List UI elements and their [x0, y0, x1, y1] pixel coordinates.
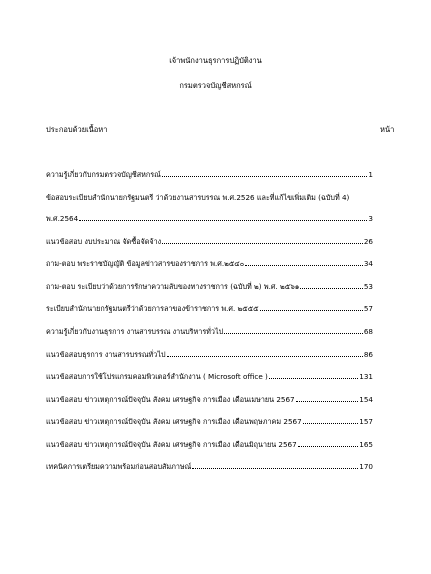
- toc-entry-page: 26: [363, 237, 373, 246]
- toc-entry-title: ความรู้เกี่ยวกับกรมตรวจบัญชีสหกรณ์: [46, 170, 161, 179]
- toc-entry: [46, 395, 373, 404]
- toc-entry-page: 1: [368, 170, 373, 179]
- toc-entry-title: แนวข้อสอบธุรการ งานสารบรรณทั่วไป: [46, 350, 166, 359]
- toc-entry-page: 53: [363, 282, 373, 291]
- toc-entry-page: 154: [359, 395, 373, 404]
- toc-entry-title: แนวข้อสอบ ข่าวเหตุการณ์ปัจจุบัน สังคม เศรษฐกิจ การเมือง เดือนมิถุนายน 2567: [46, 440, 297, 449]
- toc-entry-title-line1: ข้อสอบระเบียบสำนักนายกรัฐมนตรี ว่าด้วยงานสารบรรณ พ.ศ.2526 และที่แก้ไขเพิ่มเติม (ฉบับที่ 4): [46, 193, 350, 202]
- dot-leader: [162, 175, 368, 177]
- dot-leader: [300, 287, 363, 289]
- toc-entry: [46, 304, 373, 313]
- toc-entry-title: แนวข้อสอบ ข่าวเหตุการณ์ปัจจุบัน สังคม เศรษฐกิจ การเมือง เดือนพฤษภาคม 2567: [46, 417, 302, 426]
- header-position-title: เจ้าพนักงานธุรการปฏิบัติงาน: [169, 56, 262, 65]
- toc-entry-page: 165: [359, 440, 373, 449]
- toc-entry-page: 131: [359, 372, 373, 381]
- dot-leader: [79, 219, 367, 221]
- dot-leader: [224, 332, 363, 334]
- dot-leader: [298, 445, 359, 447]
- toc-entry-page: 86: [363, 350, 373, 359]
- toc-entry-page: 57: [363, 304, 373, 313]
- toc-entry-title: พ.ศ.2564: [46, 214, 79, 223]
- dot-leader: [162, 242, 363, 244]
- toc-entry-page: 34: [363, 259, 373, 268]
- toc-entry-title: ระเบียบสำนักนายกรัฐมนตรีว่าด้วยการลาของข้าราชการ พ.ศ. ๒๕๕๕: [46, 304, 259, 313]
- toc-entry-title: ความรู้เกี่ยวกับงานธุรการ งานสารบรรณ งานบริหารทั่วไป: [46, 327, 224, 336]
- toc-entry: [46, 327, 373, 336]
- toc-entry: [46, 259, 373, 268]
- toc-entry-page: 3: [368, 214, 373, 223]
- toc-entry-title: ถาม-ตอบ ระเบียบว่าด้วยการรักษาความลับของทางราชการ (ฉบับที่ ๒) พ.ศ. ๒๕๖๑: [46, 282, 300, 291]
- toc-entry: [46, 372, 373, 381]
- toc-entry: [46, 170, 373, 179]
- dot-leader: [269, 377, 358, 379]
- toc-entry: [46, 350, 373, 359]
- toc-entry: [46, 462, 373, 471]
- dot-leader: [192, 467, 358, 469]
- toc-entry: [46, 440, 373, 449]
- toc-entry-page: 157: [359, 417, 373, 426]
- toc-entry-title: แนวข้อสอบ งบประมาณ จัดซื้อจัดจ้าง: [46, 237, 162, 246]
- toc-entry-title: ถาม-ตอบ พระราชบัญญัติ ข้อมูลข่าวสารของราชการ พ.ศ.๒๕๔๐: [46, 259, 245, 268]
- toc-entry: [46, 282, 373, 291]
- toc-entry-page: 68: [363, 327, 373, 336]
- dot-leader: [260, 309, 363, 311]
- toc-entry-title: แนวข้อสอบ ข่าวเหตุการณ์ปัจจุบัน สังคม เศรษฐกิจ การเมือง เดือนเมษายน 2567: [46, 395, 295, 404]
- dot-leader: [296, 400, 359, 402]
- toc-entry-page: 170: [359, 462, 373, 471]
- toc-entry-title: เทคนิคการเตรียมความพร้อมก่อนสอบสัมภาษณ์: [46, 462, 192, 471]
- contents-label: ประกอบด้วยเนื้อหา: [46, 125, 108, 134]
- page-column-label: หน้า: [380, 125, 395, 134]
- toc-entry: [46, 214, 373, 223]
- header-department-title: กรมตรวจบัญชีสหกรณ์: [179, 81, 252, 90]
- dot-leader: [303, 422, 359, 424]
- toc-entry-title: แนวข้อสอบการใช้โปรแกรมคอมพิวเตอร์สำนักงาน ( Microsoft office ): [46, 372, 268, 381]
- dot-leader: [167, 355, 363, 357]
- toc-entry: [46, 237, 373, 246]
- toc-entry: [46, 417, 373, 426]
- dot-leader: [245, 264, 363, 266]
